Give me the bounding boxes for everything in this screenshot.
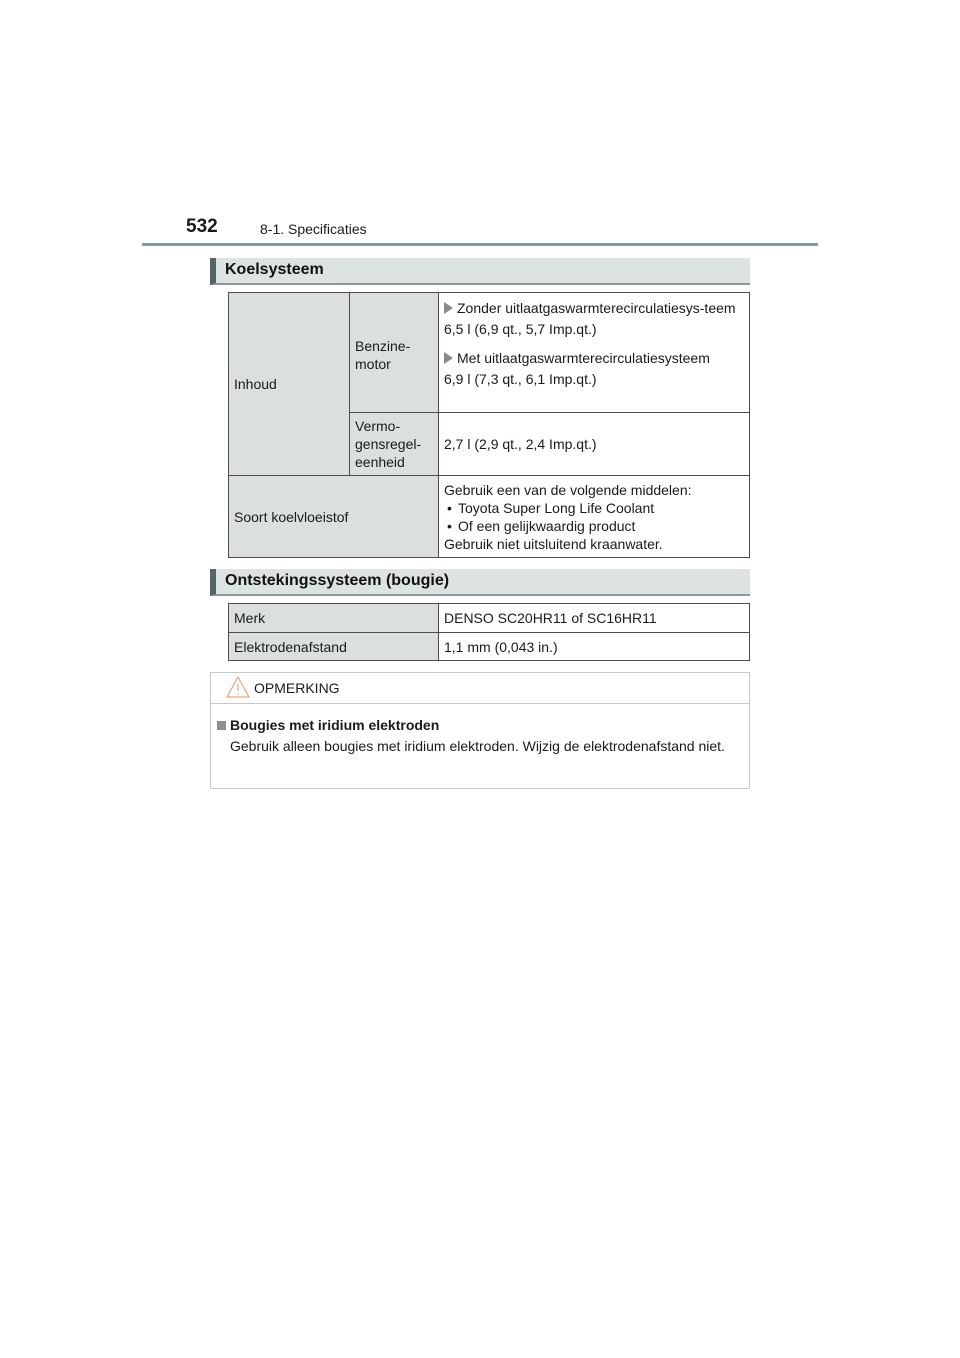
coolant-list (444, 499, 744, 535)
page-number: 532 (186, 216, 218, 237)
triangle-bullet-icon (444, 352, 453, 364)
notice-item-text: Gebruik alleen bougies met iridium elektroden. Wijzig de elektrodenafstand niet. (230, 738, 725, 754)
option-without-egr: Zonder uitlaatgaswarmterecirculatiesys-teem (444, 299, 744, 317)
brand-label: Merk (229, 604, 439, 633)
coolant-type-cell (439, 476, 750, 558)
cooling-section-heading (210, 258, 750, 285)
coolant-intro: Gebruik een van de volgende middelen: (444, 481, 692, 498)
notice-item-heading: Bougies met iridium elektroden (217, 716, 741, 734)
coolant-option: • Toyota Super Long Life Coolant (444, 499, 744, 517)
header-divider (142, 243, 818, 246)
triangle-bullet-icon (444, 302, 453, 314)
brand-value: DENSO SC20HR11 of SC16HR11 (439, 604, 750, 633)
option-with-egr: Met uitlaatgaswarmterecirculatiesysteem (444, 349, 744, 367)
option-without-egr-value: 6,5 l (6,9 qt., 5,7 Imp.qt.) (444, 321, 597, 337)
notice-body (211, 704, 749, 755)
capacity-label: Inhoud (229, 293, 350, 476)
notice-box (210, 672, 750, 789)
ignition-spec-table (228, 603, 750, 661)
chapter-title: 8-1. Specificaties (260, 221, 367, 237)
coolant-note: Gebruik niet uitsluitend kraanwater. (444, 535, 663, 552)
inverter-label: Vermo- gensregel- eenheid (350, 413, 439, 476)
coolant-type-label: Soort koelvloeistof (229, 476, 439, 558)
notice-title: OPMERKING (254, 680, 340, 696)
coolant-option: • Of een gelijkwaardig product (444, 517, 744, 535)
gap-value: 1,1 mm (0,043 in.) (439, 633, 750, 661)
notice-header (211, 673, 749, 704)
ignition-section-heading (210, 569, 750, 596)
gap-label: Elektrodenafstand (229, 633, 439, 661)
cooling-spec-table (228, 292, 750, 558)
ignition-section-title: Ontstekingssysteem (bougie) (225, 572, 450, 589)
engine-label: Benzine- motor (350, 293, 439, 413)
square-bullet-icon (217, 721, 226, 730)
inverter-capacity: 2,7 l (2,9 qt., 2,4 Imp.qt.) (439, 413, 750, 476)
engine-capacity-cell (439, 293, 750, 413)
warning-icon (226, 676, 250, 698)
cooling-section-title: Koelsysteem (225, 261, 324, 278)
option-with-egr-value: 6,9 l (7,3 qt., 6,1 Imp.qt.) (444, 371, 597, 387)
